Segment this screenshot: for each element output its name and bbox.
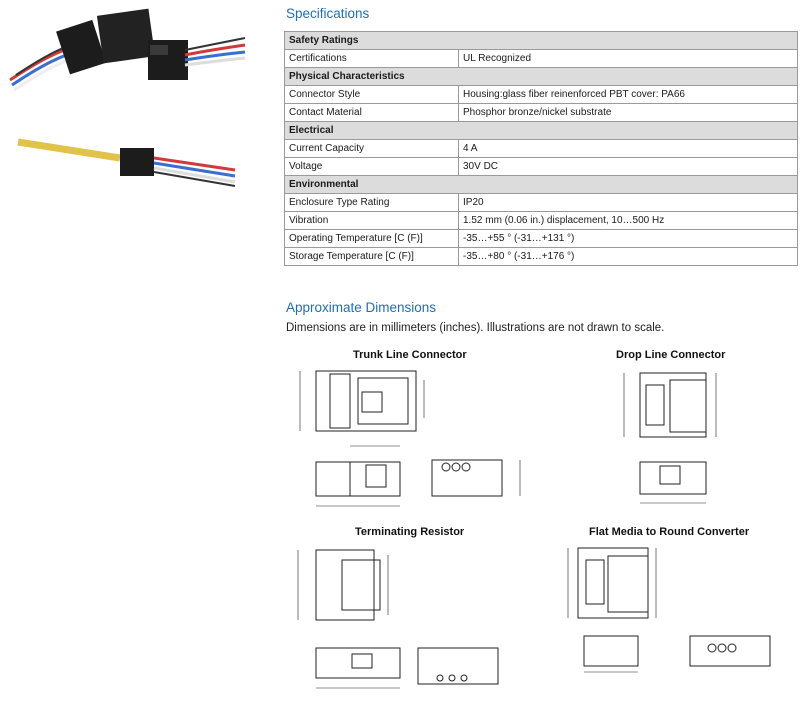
trunk-side-drawing — [316, 446, 400, 506]
spec-value: 4 A — [459, 140, 798, 158]
flat-media-side-drawing — [584, 636, 638, 672]
spec-label: Enclosure Type Rating — [285, 194, 459, 212]
specifications-title: Specifications — [286, 6, 370, 21]
spec-group-label: Electrical — [285, 122, 798, 140]
spec-value: -35…+80 ° (-31…+176 °) — [459, 248, 798, 266]
trunk-line-label: Trunk Line Connector — [353, 349, 467, 361]
drop-line-label: Drop Line Connector — [616, 349, 726, 361]
flat-media-converter-label: Flat Media to Round Converter — [589, 526, 750, 538]
spec-value: UL Recognized — [459, 50, 798, 68]
dimensions-note: Dimensions are in millimeters (inches). Illustrations are not drawn to scale. — [286, 322, 665, 334]
terminating-side-drawing — [316, 648, 400, 688]
spec-value: IP20 — [459, 194, 798, 212]
spec-value: 1.52 mm (0.06 in.) displacement, 10…500 Hz — [459, 212, 798, 230]
terminating-resistor-label: Terminating Resistor — [355, 526, 465, 538]
spec-group-label: Physical Characteristics — [285, 68, 798, 86]
spec-label: Storage Temperature [C (F)] — [285, 248, 459, 266]
spec-value: Phosphor bronze/nickel substrate — [459, 104, 798, 122]
flat-media-top-drawing — [568, 548, 656, 618]
spec-label: Vibration — [285, 212, 459, 230]
dimensions-title: Approximate Dimensions — [286, 300, 437, 315]
trunk-top-drawing — [300, 371, 424, 431]
spec-label: Certifications — [285, 50, 459, 68]
drop-side-drawing — [640, 462, 706, 503]
terminating-end-drawing — [418, 648, 498, 684]
trunk-end-drawing — [432, 460, 520, 496]
spec-group-label: Safety Ratings — [285, 32, 798, 50]
drop-top-drawing — [624, 373, 716, 437]
spec-value: Housing:glass fiber reinenforced PBT cover: PA66 — [459, 86, 798, 104]
terminating-top-drawing — [298, 550, 388, 620]
spec-label: Connector Style — [285, 86, 459, 104]
spec-value: 30V DC — [459, 158, 798, 176]
spec-value: -35…+55 ° (-31…+131 °) — [459, 230, 798, 248]
spec-label: Operating Temperature [C (F)] — [285, 230, 459, 248]
spec-label: Current Capacity — [285, 140, 459, 158]
flat-media-end-drawing — [690, 636, 770, 666]
spec-group-label: Environmental — [285, 176, 798, 194]
spec-label: Contact Material — [285, 104, 459, 122]
spec-label: Voltage — [285, 158, 459, 176]
